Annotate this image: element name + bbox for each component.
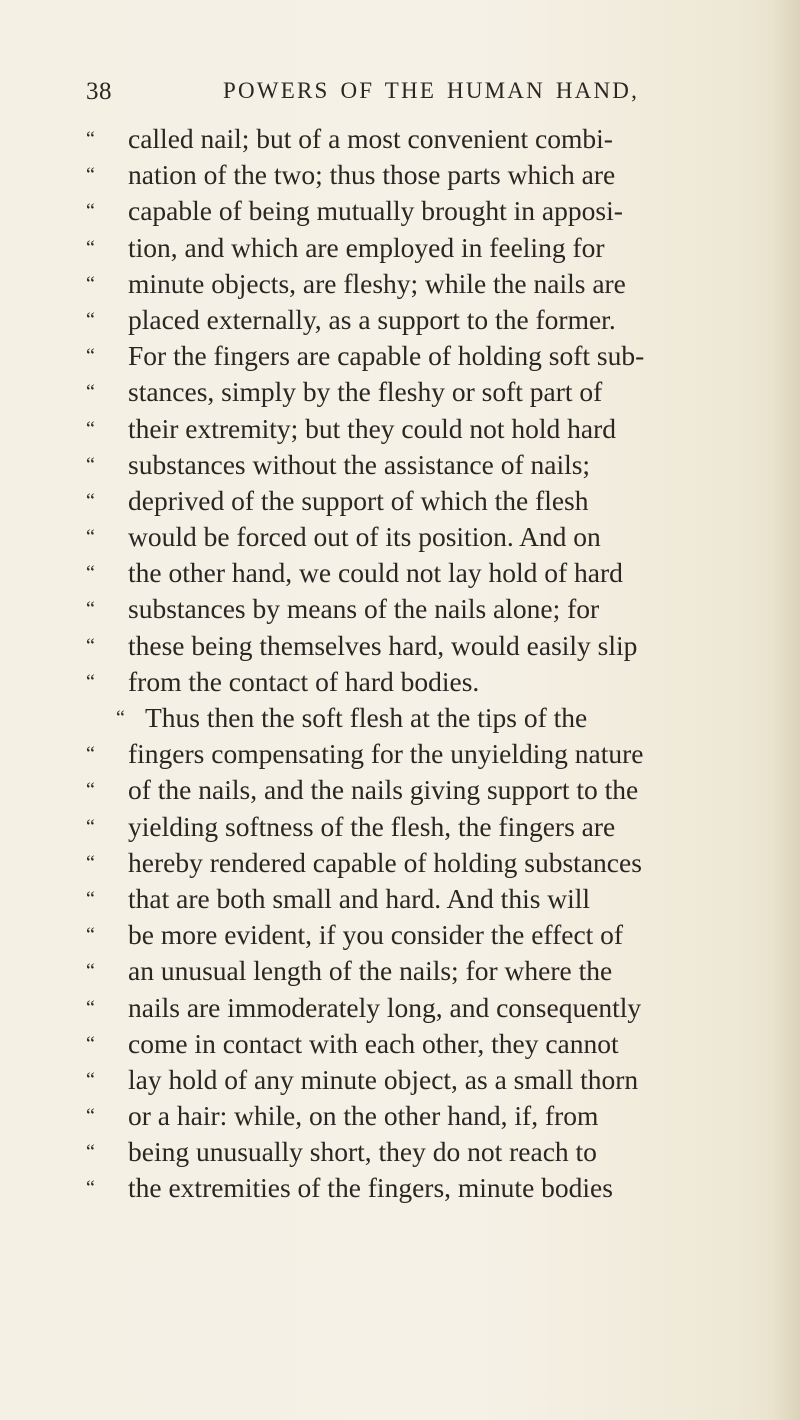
- text-line: [86, 953, 776, 989]
- quote-mark: “: [86, 1105, 95, 1128]
- text-line: [86, 1026, 776, 1062]
- line-text: that are both small and hard. And this will: [128, 882, 591, 914]
- line-text: placed externally, as a support to the former.: [128, 303, 616, 335]
- quote-mark: “: [86, 236, 95, 259]
- text-line: [86, 447, 776, 483]
- line-text: these being themselves hard, would easily slip: [128, 629, 638, 661]
- line-text: Thus then the soft flesh at the tips of the: [145, 702, 588, 733]
- quote-mark: “: [86, 562, 95, 585]
- body-text: [86, 121, 776, 1207]
- quote-mark: “: [86, 1141, 95, 1164]
- line-text: substances without the assistance of nails;: [128, 448, 591, 480]
- text-line: [86, 772, 776, 808]
- text-line: [86, 519, 776, 555]
- line-text: hereby rendered capable of holding substances: [128, 846, 642, 878]
- text-line: [86, 1134, 776, 1170]
- quote-mark: “: [86, 345, 95, 368]
- quote-mark: “: [86, 200, 95, 223]
- line-text: would be forced out of its position. And on: [128, 521, 601, 553]
- quote-mark: “: [86, 381, 95, 404]
- text-line: [86, 1062, 776, 1098]
- text-line: [86, 157, 776, 193]
- text-line: [86, 1170, 776, 1206]
- line-text: fingers compensating for the unyielding nature: [128, 738, 644, 770]
- quote-mark: “: [86, 743, 95, 766]
- quote-mark: “: [86, 779, 95, 802]
- line-text: from the contact of hard bodies.: [128, 665, 480, 697]
- text-line: [86, 845, 776, 881]
- line-text: be more evident, if you consider the effect of: [128, 919, 624, 951]
- text-line: [86, 990, 776, 1026]
- text-line: [86, 736, 776, 772]
- line-text: their extremity; but they could not hold hard: [128, 412, 617, 444]
- line-text: the other hand, we could not lay hold of hard: [128, 557, 623, 589]
- running-head: POWERS OF THE HUMAN HAND,: [223, 78, 640, 103]
- text-line: [86, 121, 776, 157]
- text-line: [86, 809, 776, 845]
- quote-mark: “: [86, 453, 95, 476]
- line-text: capable of being mutually brought in apposi-: [128, 195, 623, 227]
- page-number: 38: [86, 78, 112, 105]
- line-text: nails are immoderately long, and consequently: [128, 991, 642, 1023]
- text-line: [86, 483, 776, 519]
- line-text: substances by means of the nails alone; for: [128, 593, 600, 625]
- text-line: [86, 555, 776, 591]
- text-line: [86, 193, 776, 229]
- text-line: [86, 881, 776, 917]
- text-line: [86, 302, 776, 338]
- text-line: [86, 591, 776, 627]
- quote-mark: “: [86, 996, 95, 1019]
- line-text: come in contact with each other, they cannot: [128, 1027, 619, 1059]
- line-text: For the fingers are capable of holding soft sub-: [128, 340, 645, 372]
- quote-mark: “: [86, 887, 95, 910]
- line-text: of the nails, and the nails giving support to the: [128, 774, 639, 806]
- line-text: called nail; but of a most convenient combi-: [128, 123, 613, 154]
- quote-mark: “: [86, 924, 95, 947]
- line-text: being unusually short, they do not reach to: [128, 1136, 597, 1168]
- quote-mark: “: [86, 851, 95, 874]
- quote-mark: “: [86, 815, 95, 838]
- line-text: nation of the two; thus those parts which are: [128, 159, 616, 191]
- quote-mark: “: [86, 489, 95, 512]
- line-text: deprived of the support of which the flesh: [128, 484, 589, 516]
- quote-mark: “: [86, 598, 95, 621]
- quote-mark: “: [86, 526, 95, 549]
- quote-mark: “: [86, 960, 95, 983]
- page-edge-shadow: [772, 0, 800, 1420]
- line-text: minute objects, are fleshy; while the nails are: [128, 267, 626, 299]
- quote-mark: “: [86, 308, 95, 331]
- quote-mark: “: [86, 128, 95, 150]
- quote-mark: “: [86, 272, 95, 295]
- text-line: [86, 917, 776, 953]
- quote-mark: “: [86, 417, 95, 440]
- line-text: stances, simply by the fleshy or soft part of: [128, 376, 603, 408]
- text-line-paragraph-start: [86, 700, 776, 736]
- line-text: the extremities of the fingers, minute bodies: [128, 1172, 613, 1204]
- quote-mark: “: [116, 707, 125, 729]
- text-line: [86, 230, 776, 266]
- line-text: an unusual length of the nails; for where the: [128, 955, 613, 987]
- quote-mark: “: [86, 1068, 95, 1091]
- text-line: [86, 664, 776, 700]
- text-line: [86, 374, 776, 410]
- quote-mark: “: [86, 164, 95, 187]
- line-text: or a hair: while, on the other hand, if, from: [128, 1100, 599, 1132]
- text-line: [86, 411, 776, 447]
- text-line: [86, 628, 776, 664]
- text-line: [86, 266, 776, 302]
- page-header: [86, 78, 646, 118]
- quote-mark: “: [86, 1177, 95, 1200]
- quote-mark: “: [86, 670, 95, 693]
- text-line: [86, 338, 776, 374]
- line-text: yielding softness of the flesh, the fingers are: [128, 810, 616, 842]
- text-line: [86, 1098, 776, 1134]
- quote-mark: “: [86, 634, 95, 657]
- line-text: lay hold of any minute object, as a small thorn: [128, 1063, 639, 1095]
- line-text: tion, and which are employed in feeling for: [128, 231, 605, 263]
- quote-mark: “: [86, 1032, 95, 1055]
